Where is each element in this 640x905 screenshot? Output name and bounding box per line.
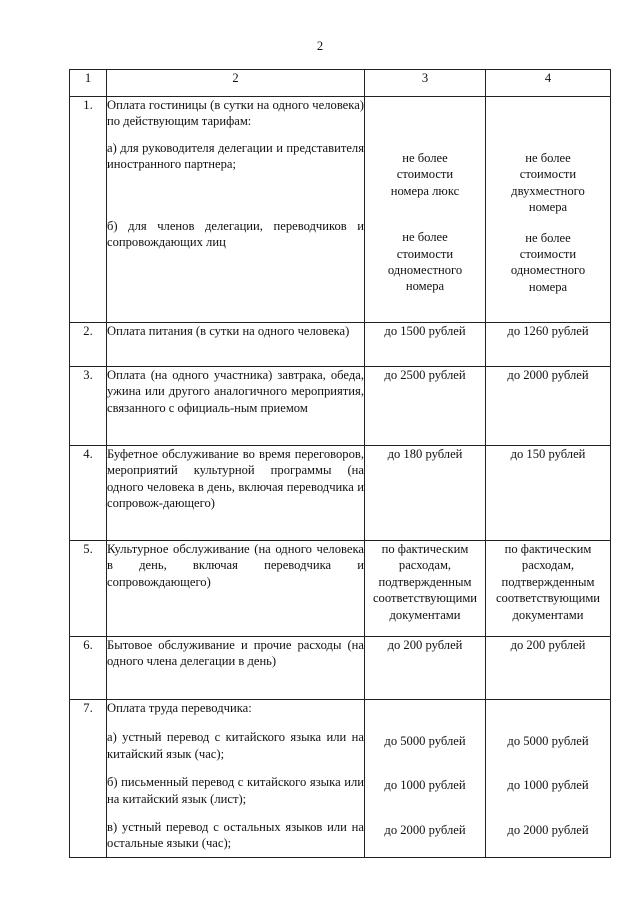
table-row [70,700,611,858]
subitem-value: до 1000 рублей [384,778,466,793]
row-text: Бытовое обслуживание и прочие расходы (на одного члена делегации в день) [107,638,364,669]
row-number: 1. [70,97,107,323]
row-text: Оплата (на одного участника) завтрака, обеда, ужина или другого аналогичного мероприятия, связанного с официаль-ным приемом [107,368,364,415]
row-number: 5. [70,541,107,637]
row-value-col4: до 1260 рублей [486,323,611,367]
row-value-col4: по фактическим расходам, подтвержденным соответствующими документами [486,541,611,637]
row-value-col3: до 200 рублей [365,637,486,700]
header-cell: 3 [365,70,486,97]
row-value-col4: до 200 рублей [486,637,611,700]
subitem-text: а) устный перевод с китайского языка или на китайский язык (час); [107,730,364,761]
header-cell: 2 [107,70,365,97]
row-number: 2. [70,323,107,367]
subitem-value: до 5000 рублей [507,734,589,748]
row-number: 7. [70,700,107,858]
row-text: Оплата питания (в сутки на одного человека) [107,324,350,338]
row-description [107,97,365,323]
row-number: 6. [70,637,107,700]
row-text: Буфетное обслуживание во время переговоров, мероприятий культурной программы (на одного человека в день, включая переводчика и сопровож-дающего) [107,447,364,511]
row-value-col4: до 2000 рублей [486,367,611,446]
row-value-col3: до 1500 рублей [365,323,486,367]
header-cell: 1 [70,70,107,97]
row-text: Культурное обслуживание (на одного человека в день, включая переводчика и сопровождающего) [107,542,364,589]
table-row [70,367,611,446]
row-value-col3: по фактическим расходам, подтвержденным соответствующими документами [365,541,486,637]
row-description [107,446,365,541]
row-description [107,541,365,637]
row-value-col3 [365,700,486,858]
row-description [107,637,365,700]
row-number: 4. [70,446,107,541]
row-value-col4 [486,97,611,323]
table-row [70,323,611,367]
table-row [70,637,611,700]
row-value-col3 [365,97,486,323]
row-description [107,323,365,367]
subitem-text: а) для руководителя делегации и представителя иностранного партнера; [107,140,364,172]
row-description [107,367,365,446]
subitem-value: до 2000 рублей [384,822,466,837]
table-header-row [70,70,611,97]
page-number: 2 [316,39,324,53]
table-row [70,541,611,637]
row-value-col3: до 180 рублей [365,446,486,541]
subitem-value: не более стоимости одноместного номера [387,230,463,294]
row-value-col4: до 150 рублей [486,446,611,541]
row-description [107,700,365,858]
subitem-value: не более стоимости двухместного номера [511,151,585,215]
table-row [70,97,611,323]
subitem-value: не более стоимости одноместного номера [510,230,586,294]
subitem-value: до 1000 рублей [507,778,589,793]
row-intro: Оплата труда переводчика: [107,701,252,715]
header-cell: 4 [486,70,611,97]
subitem-value: не более стоимости номера люкс [390,151,460,198]
subitem-value: до 2000 рублей [507,822,589,837]
expense-table [69,69,611,858]
row-value-col4 [486,700,611,858]
subitem-value: до 5000 рублей [384,734,466,748]
subitem-text: б) для членов делегации, переводчиков и сопровождающих лиц [107,218,364,250]
row-intro: Оплата гостиницы (в сутки на одного человека) по действующим тарифам: [107,98,364,129]
subitem-text: в) устный перевод с остальных языков или на остальные языки (час); [107,820,364,851]
row-number: 3. [70,367,107,446]
subitem-text: б) письменный перевод с китайского языка или на китайский язык (лист); [107,775,364,806]
table-row [70,446,611,541]
row-value-col3: до 2500 рублей [365,367,486,446]
